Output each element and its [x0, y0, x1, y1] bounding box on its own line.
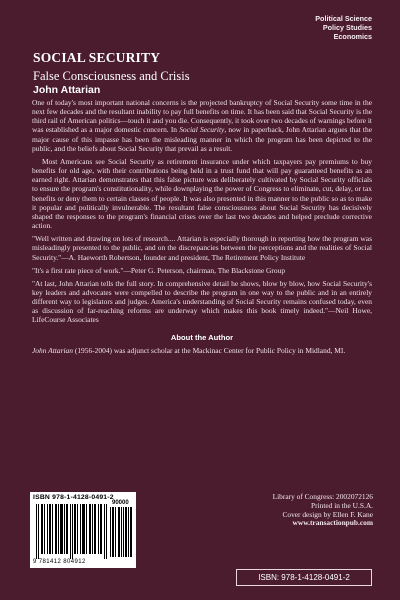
book-subtitle: False Consciousness and Crisis [33, 69, 190, 83]
review-quote: "It's a first rate piece of work."—Peter G. Peterson, chairman, The Blackstone Group [32, 265, 286, 275]
author-name: John Attarian [33, 84, 101, 96]
publisher-info [273, 493, 373, 528]
subject-categories [315, 14, 372, 41]
description-paragraph: Most Americans see Social Security as retirement insurance under which taxpayers pay premiums to buy benefits for old age, with their contributions being held in a trust fund that will pay guaranteed benefits as an earned right. Attarian demonstrates that this false picture was deliberately cultivated by Social Security officials to ensure the program's constitutionality, while downplaying the power of Congress to eliminate, cut, delay, or tax benefits or deny them to certain classes of people. It was also presented in this manner to the public so as to make it popular and politically invulnerable. The resultant false consciousness about Social Security has decisively shaped the responses to the program's financial crises over the last two decades and helped preclude corrective action. [32, 156, 372, 231]
about-author-text: John Attarian (1956-2004) was adjunct scholar at the Mackinac Center for Public Policy in Midland, MI. [32, 345, 346, 355]
publisher-line: Library of Congress: 2002072126 [272, 492, 373, 501]
barcode-digits: 9 781412 804912 [33, 559, 86, 565]
book-title: SOCIAL SECURITY [33, 50, 161, 65]
isbn-box: ISBN: 978-1-4128-0491-2 [236, 569, 372, 586]
publisher-line: Cover design by Ellen F. Kane [282, 509, 373, 519]
description-paragraph: One of today's most important national concerns is the projected bankruptcy of Social Security some time in the next few decades and the resultant inability to pay full benefits on time. It has been said that Social Security is the third rail of American politics—touch it and you die. Consequently, it took over two decades of warnings before it was established as a major domestic concern. In Social Security, now in paperback, John Attarian argues that the major cause of this impasse has been the misleading manner in which the program has been depicted to the public, and the beliefs about Social Security that prevail as a result. [32, 98, 372, 153]
subject-item: Policy Studies [322, 23, 372, 32]
book-title-inline: Social Security [179, 125, 225, 135]
subject-item: Political Science [315, 14, 372, 23]
about-author-heading: About the Author [170, 332, 234, 342]
review-quote: "Well written and drawing on lots of research.... Attarian is especially thorough in reporting how the program was misleadingly presented to the public, and on the discrepancies between the perceptions and the realities of Social Security."—A. Haeworth Robertson, founder and president, The Retirement Policy Institute [32, 234, 372, 262]
publisher-website: www.transactionpub.com [292, 518, 373, 528]
publisher-line: Printed in the U.S.A. [311, 500, 373, 510]
subject-item: Economics [333, 32, 372, 41]
isbn-barcode [30, 492, 136, 568]
barcode-isbn-label: ISBN 978-1-4128-0491-2 [33, 494, 114, 501]
description-body [32, 98, 372, 359]
barcode-addon-bars-icon [110, 507, 132, 557]
barcode-addon-number: 90000 [112, 500, 129, 506]
review-quote: "At last, John Attarian tells the full story. In comprehensive detail he shows, blow by blow, how Social Security's key leaders and advocates were compelled to describe the program in one way to the public and in an entirely different way to legislators and judges. America's understanding of Social Security remains confused today, even as discussion of far-reaching reforms are underway which makes this book timely indeed."—Neil Howe, LifeCourse Associates [32, 278, 372, 325]
barcode-bars-icon [36, 504, 108, 559]
